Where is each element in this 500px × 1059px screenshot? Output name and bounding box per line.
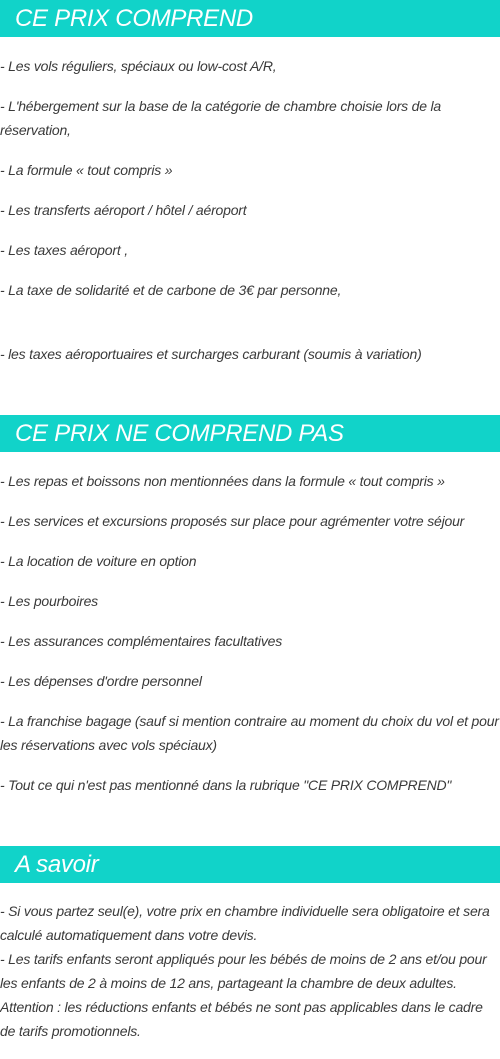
- section-header-excludes: CE PRIX NE COMPREND PAS: [0, 415, 500, 452]
- info-line-single-room: - Si vous partez seul(e), votre prix en chambre individuelle sera obligatoire et sera calculé automatiquement dans votre devis.: [0, 903, 490, 943]
- includes-item-airport-taxes: - Les taxes aéroport ,: [0, 242, 128, 258]
- excludes-item-insurance: - Les assurances complémentaires facultatives: [0, 633, 283, 649]
- includes-item-flights: - Les vols réguliers, spéciaux ou low-cost A/R,: [0, 58, 277, 74]
- excludes-item-baggage: - La franchise bagage (sauf si mention contraire au moment du choix du vol et pour les réservations avec vols spéciaux): [0, 713, 499, 753]
- excludes-item-excursions: - Les services et excursions proposés sur place pour agrémenter votre séjour: [0, 513, 465, 529]
- includes-item-transfers: - Les transferts aéroport / hôtel / aéroport: [0, 202, 247, 218]
- excludes-item-other: - Tout ce qui n'est pas mentionné dans la rubrique "CE PRIX COMPREND": [0, 777, 452, 793]
- includes-item-solidarity-tax: - La taxe de solidarité et de carbone de 3€ par personne,: [0, 282, 342, 298]
- includes-item-fuel-surcharges: - les taxes aéroportuaires et surcharges carburant (soumis à variation): [0, 346, 422, 362]
- info-text-block: [0, 899, 500, 1043]
- includes-item-all-inclusive: - La formule « tout compris »: [0, 162, 173, 178]
- excludes-item-personal-expenses: - Les dépenses d'ordre personnel: [0, 673, 202, 689]
- section-header-includes: CE PRIX COMPREND: [0, 0, 500, 37]
- includes-item-accommodation: - L'hébergement sur la base de la catégorie de chambre choisie lors de la réservation,: [0, 98, 442, 138]
- excludes-item-tips: - Les pourboires: [0, 593, 98, 609]
- excludes-item-meals: - Les repas et boissons non mentionnées dans la formule « tout compris »: [0, 473, 445, 489]
- info-line-promo-warning: Attention : les réductions enfants et bébés ne sont pas applicables dans le cadre de tarifs promotionnels.: [0, 999, 483, 1039]
- excludes-item-car-rental: - La location de voiture en option: [0, 553, 197, 569]
- section-header-info: A savoir: [0, 846, 500, 883]
- info-line-child-rates: - Les tarifs enfants seront appliqués pour les bébés de moins de 2 ans et/ou pour les enfants de 2 à moins de 12 ans, partageant la chambre de deux adultes.: [0, 951, 487, 991]
